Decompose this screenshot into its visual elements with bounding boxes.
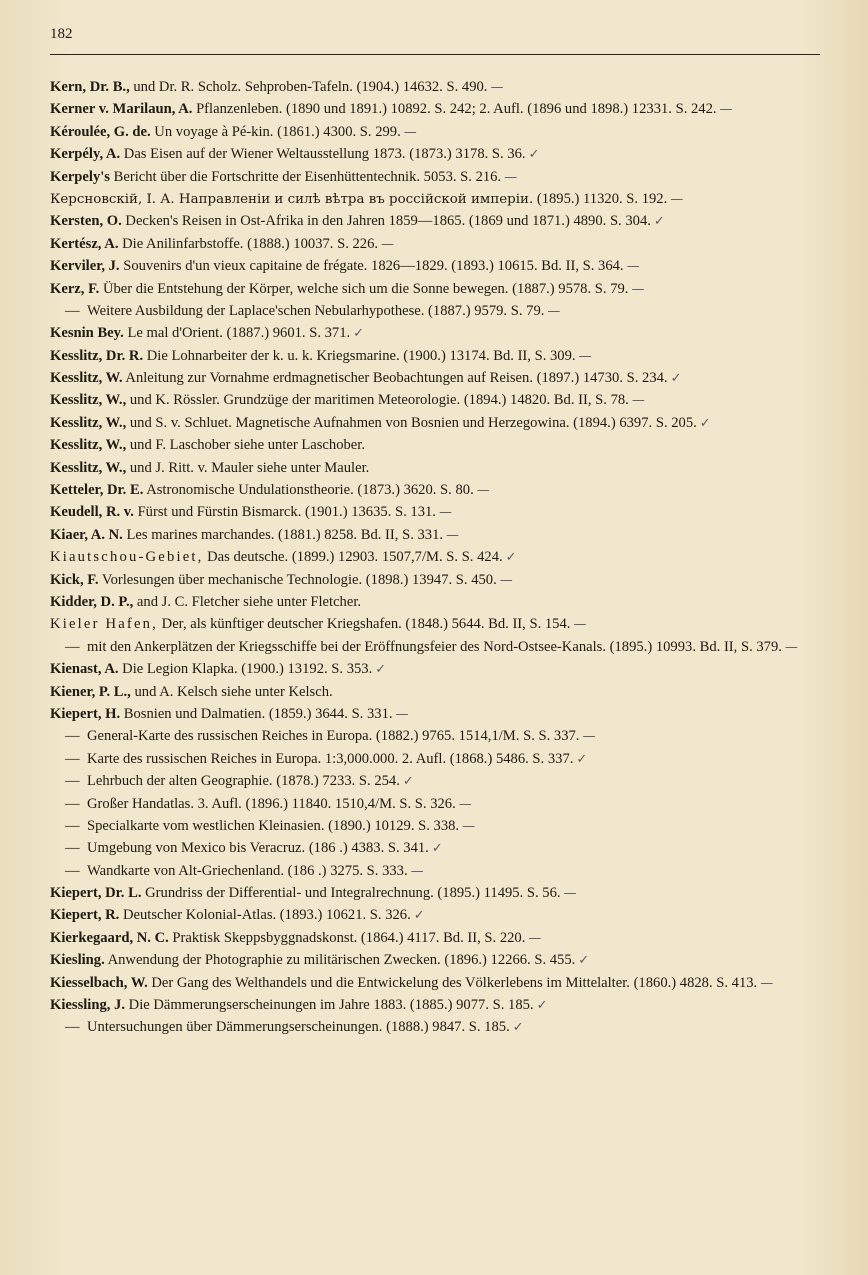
catalog-subentry: [50, 637, 824, 658]
pencil-dash-mark-icon: —: [476, 483, 490, 499]
entry-text: und Dr. R. Scholz. Sehproben-Tafeln. (1904.) 14632. S. 490.: [129, 79, 488, 95]
pencil-check-mark-icon: ✓: [653, 214, 665, 230]
pencil-dash-mark-icon: —: [499, 572, 513, 588]
pencil-dash-mark-icon: —: [395, 706, 409, 722]
catalog-entry: [50, 928, 824, 949]
entry-text: Über die Entstehung der Körper, welche sich um die Sonne bewegen. (1887.) 9578. S. 79.: [99, 280, 629, 297]
page-number: 182: [50, 26, 73, 42]
entry-text: Decken's Reisen in Ost-Afrika in den Jahren 1859—1865. (1869 und 1871.) 4890. S. 304.: [121, 213, 651, 230]
pencil-check-mark-icon: ✓: [576, 751, 588, 767]
entry-text: Großer Handatlas. 3. Aufl. (1896.) 11840. 1510,4/M. S. S. 326.: [87, 795, 456, 812]
entry-author: Kesnin Bey.: [50, 325, 124, 342]
pencil-dash-mark-icon: —: [403, 124, 417, 140]
pencil-dash-mark-icon: —: [547, 303, 561, 319]
entry-text: Der Gang des Welthandels und die Entwickelung des Völkerlebens im Mittelalter. (1860.) 4828. S. 413.: [147, 974, 758, 991]
pencil-check-mark-icon: ✓: [578, 953, 590, 969]
entry-text: Wandkarte von Alt-Griechenland. (186 .) 3275. S. 333.: [87, 862, 408, 879]
pencil-dash-mark-icon: —: [631, 281, 645, 297]
pencil-dash-mark-icon: —: [438, 505, 452, 521]
entry-text: Les marines marchandes. (1881.) 8258. Bd. II, S. 331.: [122, 526, 444, 543]
entry-author: Kerz, F.: [50, 280, 100, 297]
entry-author: Kienast, A.: [50, 661, 119, 678]
catalog-entry: [50, 950, 824, 971]
entry-text: Vorlesungen über mechanische Technologie. (1898.) 13947. S. 450.: [98, 571, 497, 588]
pencil-check-mark-icon: ✓: [505, 550, 517, 566]
entry-text: and J. C. Fletcher siehe unter Fletcher.: [133, 593, 362, 610]
entry-text: Der, als künftiger deutscher Kriegshafen. (1848.) 5644. Bd. II, S. 154.: [158, 616, 571, 633]
catalog-entry: [50, 234, 824, 255]
ditto-dash: —: [65, 1019, 80, 1036]
pencil-dash-mark-icon: —: [528, 930, 542, 946]
entry-text: und A. Kelsch siehe unter Kelsch.: [130, 683, 333, 700]
entry-text: Die Legion Klapka. (1900.) 13192. S. 353.: [118, 661, 373, 678]
entry-text: Grundriss der Differential- und Integralrechnung. (1895.) 11495. S. 56.: [141, 885, 561, 902]
entry-author: Kesslitz, W.,: [50, 459, 127, 476]
ditto-dash: —: [65, 638, 80, 655]
catalog-entry: [50, 279, 824, 300]
catalog-entry: [50, 323, 824, 344]
entry-heading-spaced: Kieler Hafen,: [50, 616, 159, 633]
entry-author: Keudell, R. v.: [50, 504, 134, 521]
catalog-entry: [50, 592, 824, 613]
catalog-entry: [50, 368, 824, 389]
catalog-entry: [50, 458, 824, 479]
entry-text: Pflanzenleben. (1890 und 1891.) 10892. S. 242; 2. Aufl. (1896 und 1898.) 12331. S. 242.: [192, 101, 717, 118]
catalog-subentry: [50, 838, 824, 859]
catalog-subentry: [50, 749, 824, 770]
entry-author: Kerviler, J.: [50, 258, 120, 275]
entry-text: Die Anilinfarbstoffe. (1888.) 10037. S. 226.: [118, 235, 379, 252]
entry-author: Kiener, P. L.,: [50, 683, 131, 700]
entry-text: Un voyage à Pé-kin. (1861.) 4300. S. 299.: [150, 123, 401, 140]
catalog-subentry: [50, 771, 824, 792]
entry-author: Kerpély, A.: [50, 146, 121, 163]
entry-text: Das Eisen auf der Wiener Weltausstellung 1873. (1873.) 3178. S. 36.: [120, 146, 526, 163]
ditto-dash: —: [65, 795, 80, 812]
catalog-entry: [50, 905, 824, 926]
ditto-dash: —: [65, 817, 80, 834]
catalog-subentry: [50, 816, 824, 837]
entry-author: Kersten, O.: [50, 213, 122, 230]
pencil-dash-mark-icon: —: [410, 863, 424, 879]
pencil-check-mark-icon: ✓: [431, 841, 443, 857]
catalog-entry: [50, 211, 824, 232]
ditto-dash: —: [65, 750, 80, 767]
catalog-entry: [50, 346, 824, 367]
catalog-subentry: [50, 861, 824, 882]
catalog-entry: [50, 413, 824, 434]
entry-text: Souvenirs d'un vieux capitaine de frégate. 1826—1829. (1893.) 10615. Bd. II, S. 364.: [119, 258, 624, 275]
catalog-entry: [50, 167, 824, 188]
catalog-entry: [50, 77, 824, 98]
catalog-entry: [50, 547, 824, 568]
pencil-dash-mark-icon: —: [784, 639, 798, 655]
entry-text: Praktisk Skeppsbyggnadskonst. (1864.) 4117. Bd. II, S. 220.: [168, 929, 526, 946]
pencil-check-mark-icon: ✓: [512, 1020, 524, 1036]
entry-text: Anleitung zur Vornahme erdmagnetischer Beobachtungen auf Reisen. (1897.) 14730. S. 234.: [122, 370, 668, 387]
entry-author: Kerpely's: [50, 168, 110, 185]
entry-author: Kierkegaard, N. C.: [50, 929, 169, 946]
entry-text: Umgebung von Mexico bis Veracruz. (186 .) 4383. S. 341.: [87, 840, 429, 857]
catalog-entry: [50, 883, 824, 904]
entry-heading-spaced: Kiautschou-Gebiet,: [50, 549, 204, 566]
entry-author: Kiesling.: [50, 952, 105, 969]
pencil-dash-mark-icon: —: [582, 729, 596, 745]
entry-text: und J. Ritt. v. Mauler siehe unter Mauler.: [126, 459, 370, 476]
pencil-dash-mark-icon: —: [626, 259, 640, 275]
pencil-check-mark-icon: ✓: [699, 415, 711, 431]
entry-text: und F. Laschober siehe unter Laschober.: [126, 437, 365, 454]
pencil-dash-mark-icon: —: [573, 617, 587, 633]
pencil-dash-mark-icon: —: [631, 393, 645, 409]
entry-cyrillic-title: Керсновскій, I. А. Направленіи и силѣ вѣтра въ россійской имперіи.: [50, 191, 534, 207]
entry-author: Kiaer, A. N.: [50, 526, 123, 543]
catalog-entry: [50, 435, 824, 456]
pencil-dash-mark-icon: —: [719, 102, 733, 118]
catalog-entry: [50, 189, 824, 210]
catalog-entry: [50, 480, 824, 501]
pencil-check-mark-icon: ✓: [402, 774, 414, 790]
entry-text: Bosnien und Dalmatien. (1859.) 3644. S. 331.: [120, 705, 393, 722]
pencil-dash-mark-icon: —: [462, 818, 476, 834]
entry-text: Bericht über die Fortschritte der Eisenhüttentechnik. 5053. S. 216.: [110, 168, 502, 185]
ditto-dash: —: [65, 728, 80, 745]
catalog-entry: [50, 525, 824, 546]
entry-text: (1895.) 11320. S. 192.: [533, 190, 668, 207]
catalog-entry: [50, 144, 824, 165]
ditto-dash: —: [65, 840, 80, 857]
pencil-dash-mark-icon: —: [578, 348, 592, 364]
entry-text: Weitere Ausbildung der Laplace'schen Nebularhypothese. (1887.) 9579. S. 79.: [87, 302, 545, 319]
entry-text: Die Dämmerungserscheinungen im Jahre 1883. (1885.) 9077. S. 185.: [125, 997, 534, 1014]
catalog-entry: [50, 390, 824, 411]
catalog-entry: [50, 614, 824, 635]
pencil-dash-mark-icon: —: [760, 975, 774, 991]
pencil-dash-mark-icon: —: [670, 191, 684, 207]
catalog-entry: [50, 99, 824, 120]
entry-author: Kern, Dr. B.,: [50, 79, 130, 95]
entry-author: Kesslitz, Dr. R.: [50, 347, 144, 364]
catalog-entry: [50, 570, 824, 591]
catalog-subentry: [50, 726, 824, 747]
entry-author: Kidder, D. P.,: [50, 593, 134, 610]
pencil-dash-mark-icon: —: [381, 236, 395, 252]
catalog-entries: [50, 77, 824, 1040]
entry-text: Das deutsche. (1899.) 12903. 1507,7/M. S. S. 424.: [203, 549, 503, 566]
pencil-dash-mark-icon: —: [563, 886, 577, 902]
entry-text: mit den Ankerplätzen der Kriegsschiffe bei der Eröffnungsfeier des Nord-Ostsee-Kanals. (1895.) 10993. Bd. II, S. 379.: [87, 638, 782, 655]
pencil-check-mark-icon: ✓: [353, 326, 365, 342]
pencil-check-mark-icon: ✓: [528, 147, 540, 163]
entry-author: Kesslitz, W.,: [50, 414, 127, 431]
catalog-entry: [50, 502, 824, 523]
entry-text: und K. Rössler. Grundzüge der maritimen Meteorologie. (1894.) 14820. Bd. II, S. 78.: [126, 392, 629, 409]
catalog-subentry: [50, 301, 824, 322]
catalog-entry: [50, 973, 824, 994]
entry-text: Specialkarte vom westlichen Kleinasien. (1890.) 10129. S. 338.: [87, 817, 460, 834]
pencil-check-mark-icon: ✓: [413, 908, 425, 924]
entry-text: Anwendung der Photographie zu militärischen Zwecken. (1896.) 12266. S. 455.: [104, 952, 576, 969]
entry-author: Kesslitz, W.: [50, 370, 123, 387]
pencil-check-mark-icon: ✓: [536, 998, 548, 1014]
pencil-dash-mark-icon: —: [458, 796, 472, 812]
entry-author: Kiepert, H.: [50, 705, 121, 722]
entry-text: General-Karte des russischen Reiches in Europa. (1882.) 9765. 1514,1/M. S. S. 337.: [87, 728, 580, 745]
pencil-check-mark-icon: ✓: [375, 662, 387, 678]
catalog-entry: [50, 256, 824, 277]
entry-author: Kiesselbach, W.: [50, 974, 148, 991]
entry-text: Karte des russischen Reiches in Europa. 1:3,000.000. 2. Aufl. (1868.) 5486. S. 337.: [87, 750, 574, 767]
catalog-entry: [50, 704, 824, 725]
entry-text: Deutscher Kolonial-Atlas. (1893.) 10621. S. 326.: [119, 907, 411, 924]
entry-text: Astronomische Undulationstheorie. (1873.) 3620. S. 80.: [143, 482, 474, 499]
entry-author: Kiessling, J.: [50, 997, 126, 1014]
pencil-dash-mark-icon: —: [446, 527, 460, 543]
entry-text: Lehrbuch der alten Geographie. (1878.) 7233. S. 254.: [87, 773, 400, 790]
ditto-dash: —: [65, 862, 80, 879]
catalog-subentry: [50, 794, 824, 815]
entry-author: Kertész, A.: [50, 235, 119, 252]
pencil-dash-mark-icon: —: [504, 169, 518, 185]
catalog-entry: [50, 995, 824, 1016]
entry-author: Kéroulée, G. de.: [50, 123, 151, 140]
entry-text: und S. v. Schluet. Magnetische Aufnahmen von Bosnien und Herzegowina. (1894.) 6397. S. 205.: [126, 414, 697, 431]
pencil-check-mark-icon: ✓: [670, 371, 682, 387]
entry-author: Kiepert, R.: [50, 907, 120, 924]
catalog-entry: [50, 659, 824, 680]
ditto-dash: —: [65, 302, 80, 319]
entry-text: Die Lohnarbeiter der k. u. k. Kriegsmarine. (1900.) 13174. Bd. II, S. 309.: [143, 347, 576, 364]
ditto-dash: —: [65, 773, 80, 790]
entry-text: Le mal d'Orient. (1887.) 9601. S. 371.: [123, 325, 351, 342]
entry-text: Untersuchungen über Dämmerungserscheinungen. (1888.) 9847. S. 185.: [87, 1019, 510, 1036]
entry-text: Fürst und Fürstin Bismarck. (1901.) 13635. S. 131.: [133, 504, 436, 521]
pencil-dash-mark-icon: —: [490, 80, 504, 95]
entry-author: Kiepert, Dr. L.: [50, 885, 142, 902]
header-rule: [50, 54, 820, 55]
entry-author: Kerner v. Marilaun, A.: [50, 101, 193, 118]
entry-author: Ketteler, Dr. E.: [50, 482, 144, 499]
catalog-subentry: [50, 1017, 824, 1038]
catalog-entry: [50, 122, 824, 143]
entry-author: Kick, F.: [50, 571, 99, 588]
catalog-entry: [50, 682, 824, 703]
entry-author: Kesslitz, W.,: [50, 437, 127, 454]
entry-author: Kesslitz, W.,: [50, 392, 127, 409]
